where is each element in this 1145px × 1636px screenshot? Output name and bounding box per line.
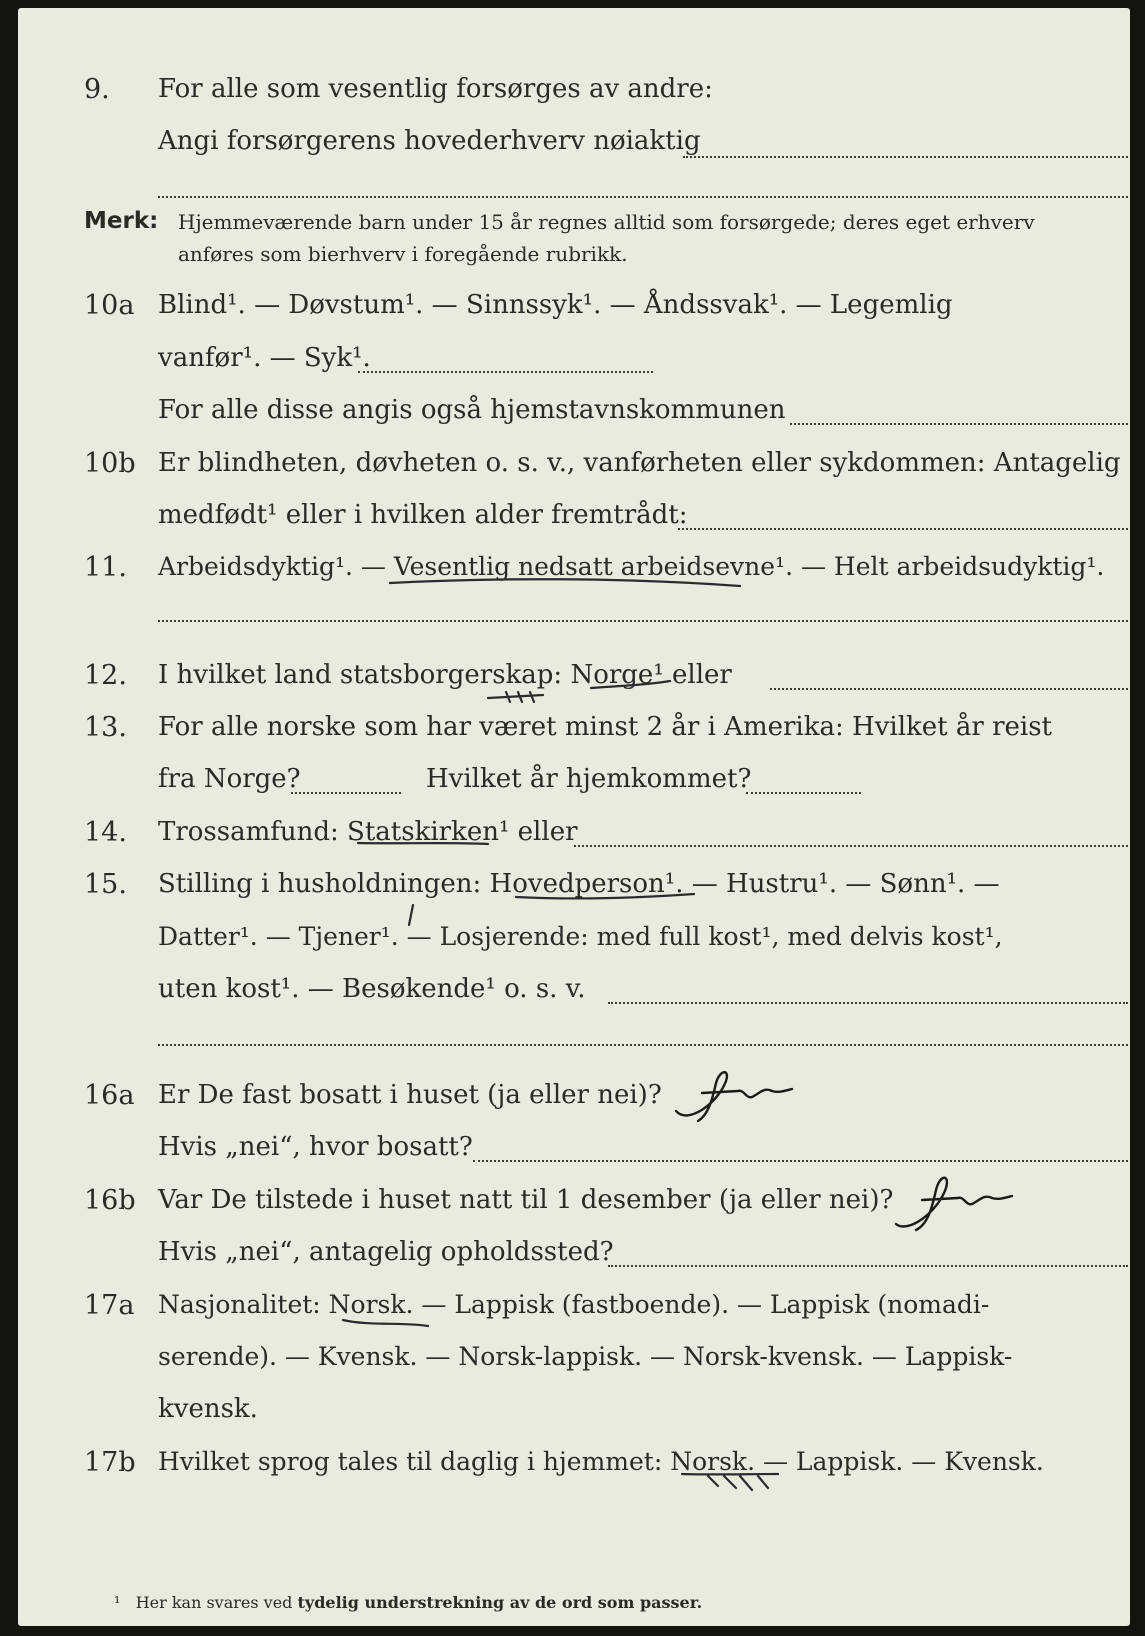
item-10b-line2: [18, 496, 1130, 548]
answer-line[interactable]: [683, 156, 1128, 158]
item-12: [18, 656, 1130, 708]
item-10b: [18, 444, 1130, 496]
item-16a: [18, 1076, 1130, 1128]
item-text: Blind¹. — Døvstum¹. — Sinnssyk¹. — Åndssvak¹. — Legemlig: [158, 290, 953, 320]
answer-line[interactable]: [770, 688, 1128, 690]
item-text: For alle norske som har været minst 2 år i Amerika: Hvilket år reist: [158, 712, 1052, 742]
item-17a-line2: [18, 1338, 1130, 1390]
footnote-text: Her kan svares ved: [135, 1593, 293, 1612]
item-13: [18, 708, 1130, 760]
item-13-line2: [18, 760, 1130, 812]
item-15: [18, 865, 1130, 917]
answer-line[interactable]: [473, 1160, 1128, 1162]
item-text: medfødt¹ eller i hvilken alder fremtrådt:: [158, 500, 688, 530]
item-number: 17a: [84, 1290, 135, 1321]
item-9: [18, 70, 1130, 122]
footnote: [114, 1593, 702, 1612]
item-text: Trossamfund: Statskirken¹ eller: [158, 817, 578, 847]
item-text: I hvilket land statsborgerskap: Norge¹ eller: [158, 660, 732, 690]
item-text: Var De tilstede i huset natt til 1 desember (ja eller nei)?: [158, 1185, 894, 1215]
item-text: vanfør¹. — Syk¹.: [158, 343, 371, 373]
note-text: Hjemmeværende barn under 15 år regnes alltid som forsørgede; deres eget erhverv: [178, 210, 1035, 234]
item-14: [18, 813, 1130, 865]
item-text: Arbeidsdyktig¹. — Vesentlig nedsatt arbeidsevne¹. — Helt arbeidsudyktig¹.: [158, 552, 1105, 581]
census-form-page: [18, 8, 1130, 1626]
item-text: serende). — Kvensk. — Norsk-lappisk. — Norsk-kvensk. — Lappisk-: [158, 1342, 1013, 1371]
handwritten-answer-16a: [668, 1063, 798, 1125]
footnote-text-bold: tydelig understrekning av de ord som passer.: [297, 1593, 703, 1612]
answer-line[interactable]: [158, 620, 1128, 622]
item-text: Hvis „nei“, hvor bosatt?: [158, 1132, 473, 1162]
item-11: [18, 548, 1130, 600]
item-number: 13.: [84, 712, 127, 743]
answer-line[interactable]: [158, 196, 1128, 198]
item-number: 15.: [84, 869, 127, 900]
item-number: 16a: [84, 1080, 135, 1111]
item-text: Hvilket sprog tales til daglig i hjemmet: Norsk. — Lappisk. — Kvensk.: [158, 1447, 1044, 1476]
item-number: 9.: [84, 74, 110, 105]
item-text: For alle disse angis også hjemstavnskommunen: [158, 395, 786, 425]
answer-line[interactable]: [746, 792, 861, 794]
item-text: Datter¹. — Tjener¹. — Losjerende: med full kost¹, med delvis kost¹,: [158, 922, 1003, 951]
item-number: 11.: [84, 552, 127, 583]
item-number: 12.: [84, 660, 127, 691]
item-15-line3: [18, 970, 1130, 1022]
answer-line[interactable]: [608, 1002, 1128, 1004]
item-text: Angi forsørgerens hovederhverv nøiaktig: [158, 126, 701, 156]
answer-line[interactable]: [358, 371, 653, 373]
item-text: Stilling i husholdningen: Hovedperson¹. — Hustru¹. — Sønn¹. —: [158, 869, 1000, 899]
note-text: anføres som bierhverv i foregående rubrikk.: [178, 242, 628, 266]
answer-line[interactable]: [158, 1044, 1128, 1046]
item-text: Hvilket år hjemkommet?: [426, 764, 752, 794]
item-17a: [18, 1286, 1130, 1338]
item-16b-line2: [18, 1233, 1130, 1285]
item-text: For alle som vesentlig forsørges av andre:: [158, 74, 713, 104]
item-number: 17b: [84, 1447, 136, 1478]
note-label: Merk:: [84, 208, 159, 234]
item-text: fra Norge?: [158, 764, 301, 794]
item-number: 10a: [84, 290, 135, 321]
answer-line[interactable]: [608, 1265, 1128, 1267]
answer-line[interactable]: [678, 528, 1128, 530]
footnote-mark: ¹: [114, 1593, 121, 1612]
item-number: 14.: [84, 817, 127, 848]
item-text: Er blindheten, døvheten o. s. v., vanførheten eller sykdommen: Antagelig: [158, 448, 1121, 478]
item-10a-line2: [18, 339, 1130, 391]
item-text: Er De fast bosatt i huset (ja eller nei)?: [158, 1080, 662, 1110]
item-10a: [18, 286, 1130, 338]
item-9-line2: [18, 122, 1130, 174]
item-text: uten kost¹. — Besøkende¹ o. s. v.: [158, 974, 586, 1004]
item-10a-line3: [18, 391, 1130, 443]
answer-line[interactable]: [291, 792, 401, 794]
item-text: Hvis „nei“, antagelig opholdssted?: [158, 1237, 614, 1267]
answer-line[interactable]: [790, 423, 1128, 425]
answer-line[interactable]: [574, 845, 1128, 847]
item-text: Nasjonalitet: Norsk. — Lappisk (fastboende). — Lappisk (nomadi-: [158, 1290, 990, 1319]
item-number: 10b: [84, 448, 136, 479]
item-text: kvensk.: [158, 1394, 258, 1424]
handwritten-answer-16b: [888, 1168, 1018, 1234]
item-17a-line3: [18, 1390, 1130, 1442]
item-15-line2: [18, 918, 1130, 970]
item-number: 16b: [84, 1185, 136, 1216]
item-17b: [18, 1443, 1130, 1495]
